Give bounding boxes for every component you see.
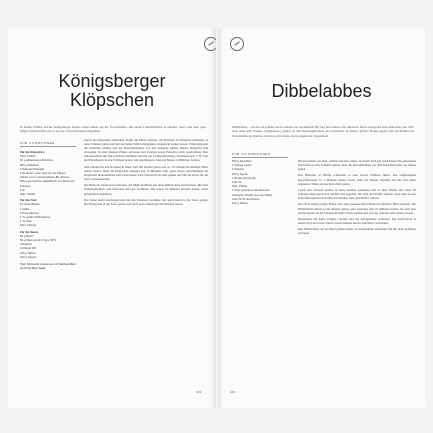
ingredient-group-heading: Für den Sud — [20, 198, 37, 203]
left-page-number: 163 — [196, 390, 202, 394]
ingredient-item: 500 g Kartoffeln — [232, 159, 252, 163]
ingredient-item: 1/2 Bund Dill — [20, 246, 36, 251]
ingredient-group-heading: Für die Klöpschen — [20, 150, 45, 154]
ingredient-item: 1 Zwiebel — [232, 167, 244, 172]
left-method — [84, 138, 208, 208]
method-paragraph: Alle Zutaten für den Kochsud in einen Topf mit Deckel geben und ca. 1/2 Stunde bei mittlerer Hitze ziehen lassen. Dann die Klöpschen einlegen und 15 Minuten sanft garen lassen. Anschließend die Klöpschen herausnehmen und warm halten. Den Sud durch ein Sieb gießen und 500 ml davon für die Sauce beiseitestellen. — [84, 164, 208, 182]
left-intro: In Kathis Familie machte Königsberger Klopse schon immer auf der Favoritenliste. Die zarten Fleischbällchen in pikanter Sauce und dazu ganz simple Salzkartoffeln gab es zu jeder sich bietenden Gelegenheit. — [20, 125, 206, 134]
ingredient-item: 100 g Sahne — [232, 201, 248, 206]
ingredient-item: 2 EL Öl — [232, 180, 242, 185]
ingredient-item: 4 Eidotter — [20, 242, 32, 247]
method-paragraph: Inzwischen die Äpfel schälen, vierteln und das Kerngehäuse entfernen. Die Apfelviertel in einem Topf mit etwas Wasser weich dünsten und zu Apfelmus verarbeiten. — [298, 216, 416, 225]
ingredient-item: 1 Nelke — [20, 206, 30, 211]
ingredient-item: 1 Prise geriebene Muskatnuss — [232, 188, 270, 193]
ingredient-item: 1 EL Butter, plus mehr für die Pfanne — [20, 171, 66, 176]
clock-icon — [204, 37, 216, 51]
ingredient-item: 150 ml Essig — [20, 223, 37, 228]
ingredient-item: 1 Bio-Ei (Größe M) — [232, 175, 256, 180]
right-intro: Dibbelabbes – was für ein schönes Wort! »Dibbe« ist saarländisch für Topf und »abbes« für abkratzen. Diese extragroße Kartoffelschale (seit 1991 auch unter dem Namen »Topfkratzer«) gehört zu den Nationalgerichten des Saarlandes. In unserer großen Pfanne gegart und anschließend in Tortenstücke geschnitten, macht es sich ebenso hervorragend auf Tapastellern. — [232, 125, 414, 138]
ingredient-item: Abrieb von 1 unbehandelten Bio-Zitrone — [20, 175, 70, 180]
left-yield: FÜR 4 PORTIONEN — [20, 141, 55, 145]
ingredient-item: 1 TL weiße Pfefferkörner — [20, 215, 51, 220]
method-paragraph: Das Brötchen in Würfel schneiden, in eine zweite Schüssel füllen. Das aufgefangene Kartoffelwasser ca. 5 Minuten stehen lassen, dann das Wasser abgießen und die sich unten abgesetzte Stärke zu den Kartoffeln geben. — [298, 173, 416, 186]
method-paragraph: Die Kartoffeln waschen, schälen und fein reiben. In einem Tuch gut ausdrücken. Die geriebenen Kartoffeln in eine Schüssel geben, dann die Kartoffelstärke aus dem Kartoffelwasser zur Masse geben. — [298, 159, 416, 172]
method-paragraph: Die Butter in einem Topf zerlassen, das Mehl einrühren und unter Rühren kurz anschwitzen. Mit dem beiseitegestellten Sud ablöschen und gut verrühren. Die Sauce 10 Minuten köcheln lassen, dabei gelegentlich umrühren. — [84, 183, 208, 196]
ingredient-item: Salz, Pfeffer — [232, 184, 248, 189]
ingredient-item: 8 Lorbeerblätter — [20, 202, 40, 207]
right-method — [298, 159, 416, 238]
right-recipe-title: Dibbelabbes — [271, 81, 372, 101]
ingredient-item: 60 g Butter — [20, 233, 34, 238]
ingredient-item: 1 Stange Lauch — [232, 163, 252, 168]
ingredient-item: 50 g Weizenmehl (Type 405) — [20, 238, 56, 243]
method-paragraph: Die Sahne leicht anschlagen und mit den Eidottern verrühren und den Kapern in die Sauce geben. Die Klöpschen in die Sauce geben und darin noch einmal gut durchziehen lassen. — [84, 197, 208, 206]
method-paragraph: Das Öl in einem großen Bräter oder einer gusseisernen Pfanne bei mittlerer Hitze erhitzen. Die Dibbelabbes-Masse in die Pfanne geben, glatt streichen und 10 Minuten braten, bis sich eine schöne Kruste an der Unterseite bildet. Dann wenden und von der anderen Seite ebenso braten. — [298, 202, 416, 215]
left-yield-rule — [20, 146, 76, 147]
method-paragraph: Den Dibbelabbes auf ein Brett gleiten lassen, in Tortenstücke schneiden und mit dem Apfelmus servieren. — [298, 227, 416, 236]
left-title-line1: Königsberger — [58, 71, 166, 91]
ingredient-item: schwarzer Pfeffer aus der Mühle — [232, 192, 273, 197]
right-yield-rule — [232, 157, 288, 158]
ingredient-item: 1 Ei — [20, 187, 25, 192]
ingredient-item: 1 TL Salz — [20, 219, 32, 224]
right-yield: FÜR 4-6 PORTIONEN — [232, 152, 271, 156]
ingredient-item: 2 EL Öl für die Pfanne — [232, 196, 260, 201]
left-page — [8, 28, 216, 408]
ingredient-group-heading: Für die Sauce — [20, 229, 39, 234]
left-title-line2: Klöpschen — [69, 90, 155, 110]
method-paragraph: Zuerst die Klöpschen zubereiten. Dafür die Milch erhitzen, das Brötchen in Scheiben schneiden, in einer Schüssel geben und mit der heißen Milch übergießen. Abgedeckt ziehen lassen. Währenddessen die Zwiebeln schälen und die Petersilienblätter von den Stängeln zupfen. Beides möglichst fein schneiden. In einer kleinen Pfanne zerlassen und Zwiebel sowie Petersilie darin anschwitzen. Den Zitronenabrieb mit den Zwiebeln einrühren und mit der Zwiebelmischung, Zitronenabrieb, 1 TL Salz und Hackfleisch in eine Schüssel geben. Gut durchkneten, dann die Masse zu Bällchen formen. — [84, 138, 208, 163]
ingredient-item: 500 g Zwiebeln — [20, 162, 39, 167]
ingredient-item: 125 g Sahne — [20, 250, 36, 255]
right-page-number: 164 — [230, 390, 236, 394]
ingredient-item: 5 Stängel Petersilie — [20, 166, 45, 171]
ingredient-item: 150 ml Milch — [20, 154, 36, 159]
ingredient-item: Salz, Pfeffer — [20, 192, 36, 197]
tip-text: Tipp: Schmeckt zusammen mit Salzkartoffeln und Rote Bete Salat. — [20, 262, 76, 271]
left-ingredients — [20, 148, 78, 270]
method-paragraph: Lauch und Zwiebel putzen, in feine Streifen schneiden und in einer Pfanne mit etwas Öl anbraten. Den Speck fein würfeln und zugeben, mit Salz und Pfeffer würzen, dann alles zu den Kartoffeln geben und kräftig mit Muskat, Salz und Pfeffer würzen. — [298, 187, 416, 201]
left-recipe-title — [8, 72, 216, 110]
right-ingredients — [232, 159, 292, 205]
ingredient-item: 4 Pimentkörner — [20, 210, 39, 215]
ingredient-item: 30 g altbackenes Brötchen — [20, 158, 54, 163]
ingredient-item: 100 g Kapern — [20, 254, 37, 259]
ingredient-item: 150 g Speck — [232, 171, 248, 176]
clock-icon — [230, 37, 244, 51]
right-page — [218, 28, 425, 408]
ingredient-item: 500 g gemischtes Hackfleisch von Rind und Schwein — [20, 179, 75, 188]
